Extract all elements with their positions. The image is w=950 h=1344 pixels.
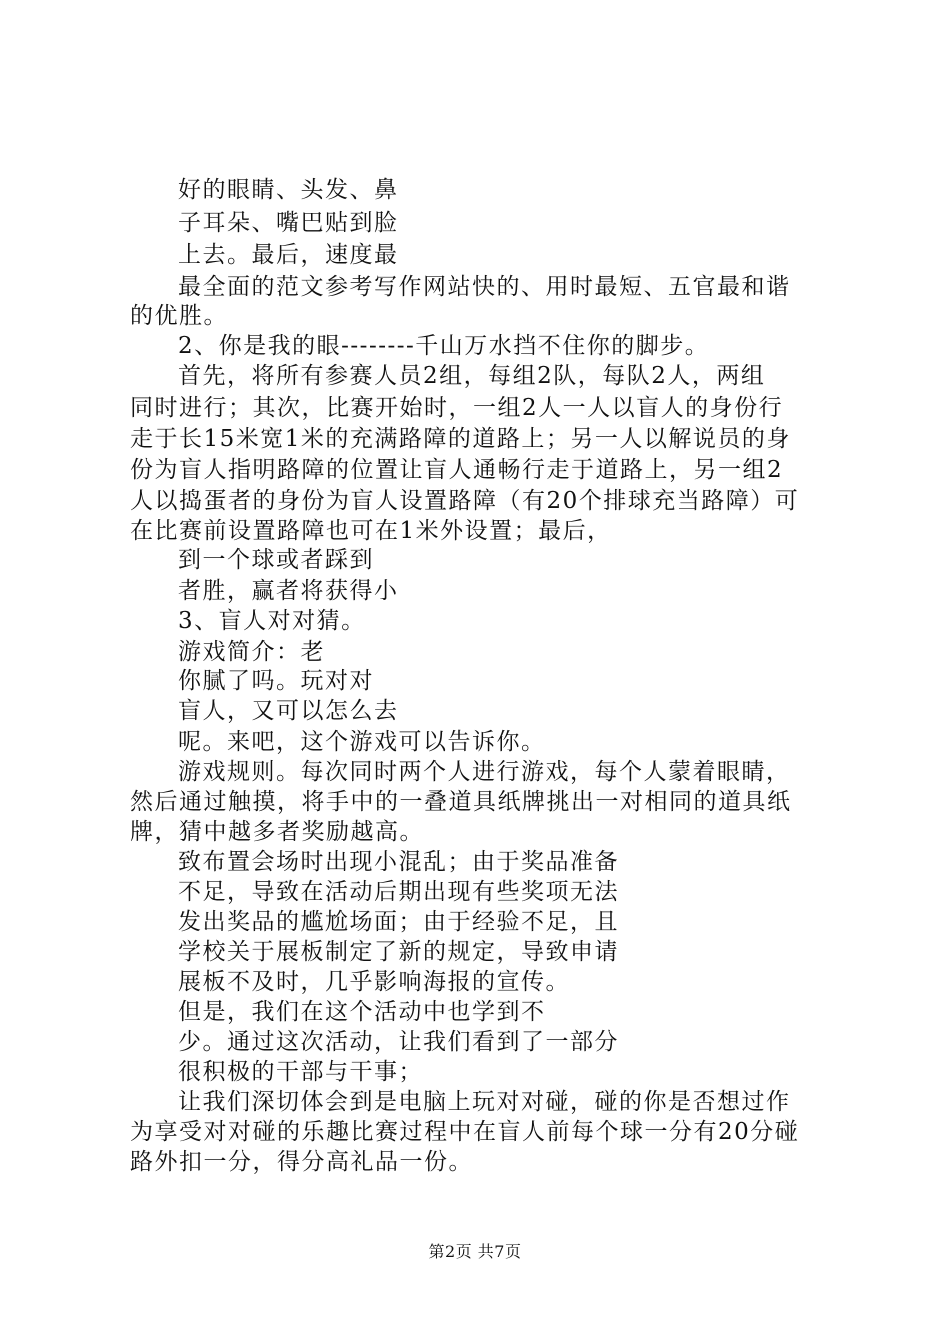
text-line: 展板不及时，几乎影响海报的宣传。 bbox=[178, 969, 570, 995]
text-line: 盲人，又可以怎么去 bbox=[178, 698, 399, 724]
text-line: 游戏规则。每次同时两个人进行游戏，每个人蒙着眼睛， bbox=[178, 759, 791, 785]
text-line: 上去。最后，速度最 bbox=[178, 242, 399, 268]
text-line: 发出奖品的尴尬场面；由于经验不足，且 bbox=[178, 909, 619, 935]
text-line: 少。通过这次活动，让我们看到了一部分 bbox=[178, 1029, 619, 1055]
text-line: 子耳朵、嘴巴贴到脸 bbox=[178, 210, 399, 236]
text-line: 走于长15米宽1米的充满路障的道路上；另一人以解说员的身 bbox=[130, 426, 791, 452]
text-line: 然后通过触摸，将手中的一叠道具纸牌挑出一对相同的道具纸 bbox=[130, 789, 792, 815]
text-line: 你腻了吗。玩对对 bbox=[178, 668, 374, 694]
text-line: 到一个球或者踩到 bbox=[178, 547, 374, 573]
text-line: 首先，将所有参赛人员2组，每组2队，每队2人，两组 bbox=[178, 363, 766, 389]
text-line: 好的眼睛、头发、鼻 bbox=[178, 177, 399, 203]
text-line: 让我们深切体会到是电脑上玩对对碰，碰的你是否想过作 bbox=[178, 1089, 791, 1115]
text-line: 很积极的干部与干事； bbox=[178, 1059, 423, 1085]
page-footer: 第2页 共7页 bbox=[428, 1242, 522, 1261]
text-line: 在比赛前设置路障也可在1米外设置；最后， bbox=[130, 518, 612, 544]
text-line: 呢。来吧，这个游戏可以告诉你。 bbox=[178, 729, 546, 755]
text-line: 游戏简介：老 bbox=[178, 639, 325, 665]
section-heading: 3、盲人对对猜。 bbox=[178, 608, 366, 634]
text-line: 份为盲人指明路障的位置让盲人通畅行走于道路上，另一组2 bbox=[130, 457, 784, 483]
section-heading: 2、你是我的眼--------千山万水挡不住你的脚步。 bbox=[178, 333, 710, 359]
text-line: 但是，我们在这个活动中也学到不 bbox=[178, 999, 546, 1025]
text-line: 同时进行；其次，比赛开始时，一组2人一人以盲人的身份行 bbox=[130, 395, 784, 421]
text-line: 人以捣蛋者的身份为盲人设置路障（有20个排球充当路障）可 bbox=[130, 488, 800, 514]
text-line: 不足，导致在活动后期出现有些奖项无法 bbox=[178, 879, 619, 905]
text-line: 致布置会场时出现小混乱；由于奖品准备 bbox=[178, 849, 619, 875]
text-line: 路外扣一分，得分高礼品一份。 bbox=[130, 1149, 473, 1175]
text-line: 学校关于展板制定了新的规定，导致申请 bbox=[178, 939, 619, 965]
text-line: 最全面的范文参考写作网站快的、用时最短、五官最和谐 bbox=[178, 274, 791, 300]
text-line: 者胜，赢者将获得小 bbox=[178, 578, 399, 604]
text-line: 牌，猜中越多者奖励越高。 bbox=[130, 819, 424, 845]
text-line: 的优胜。 bbox=[130, 303, 228, 329]
text-line: 为享受对对碰的乐趣比赛过程中在盲人前每个球一分有20分碰 bbox=[130, 1119, 800, 1145]
